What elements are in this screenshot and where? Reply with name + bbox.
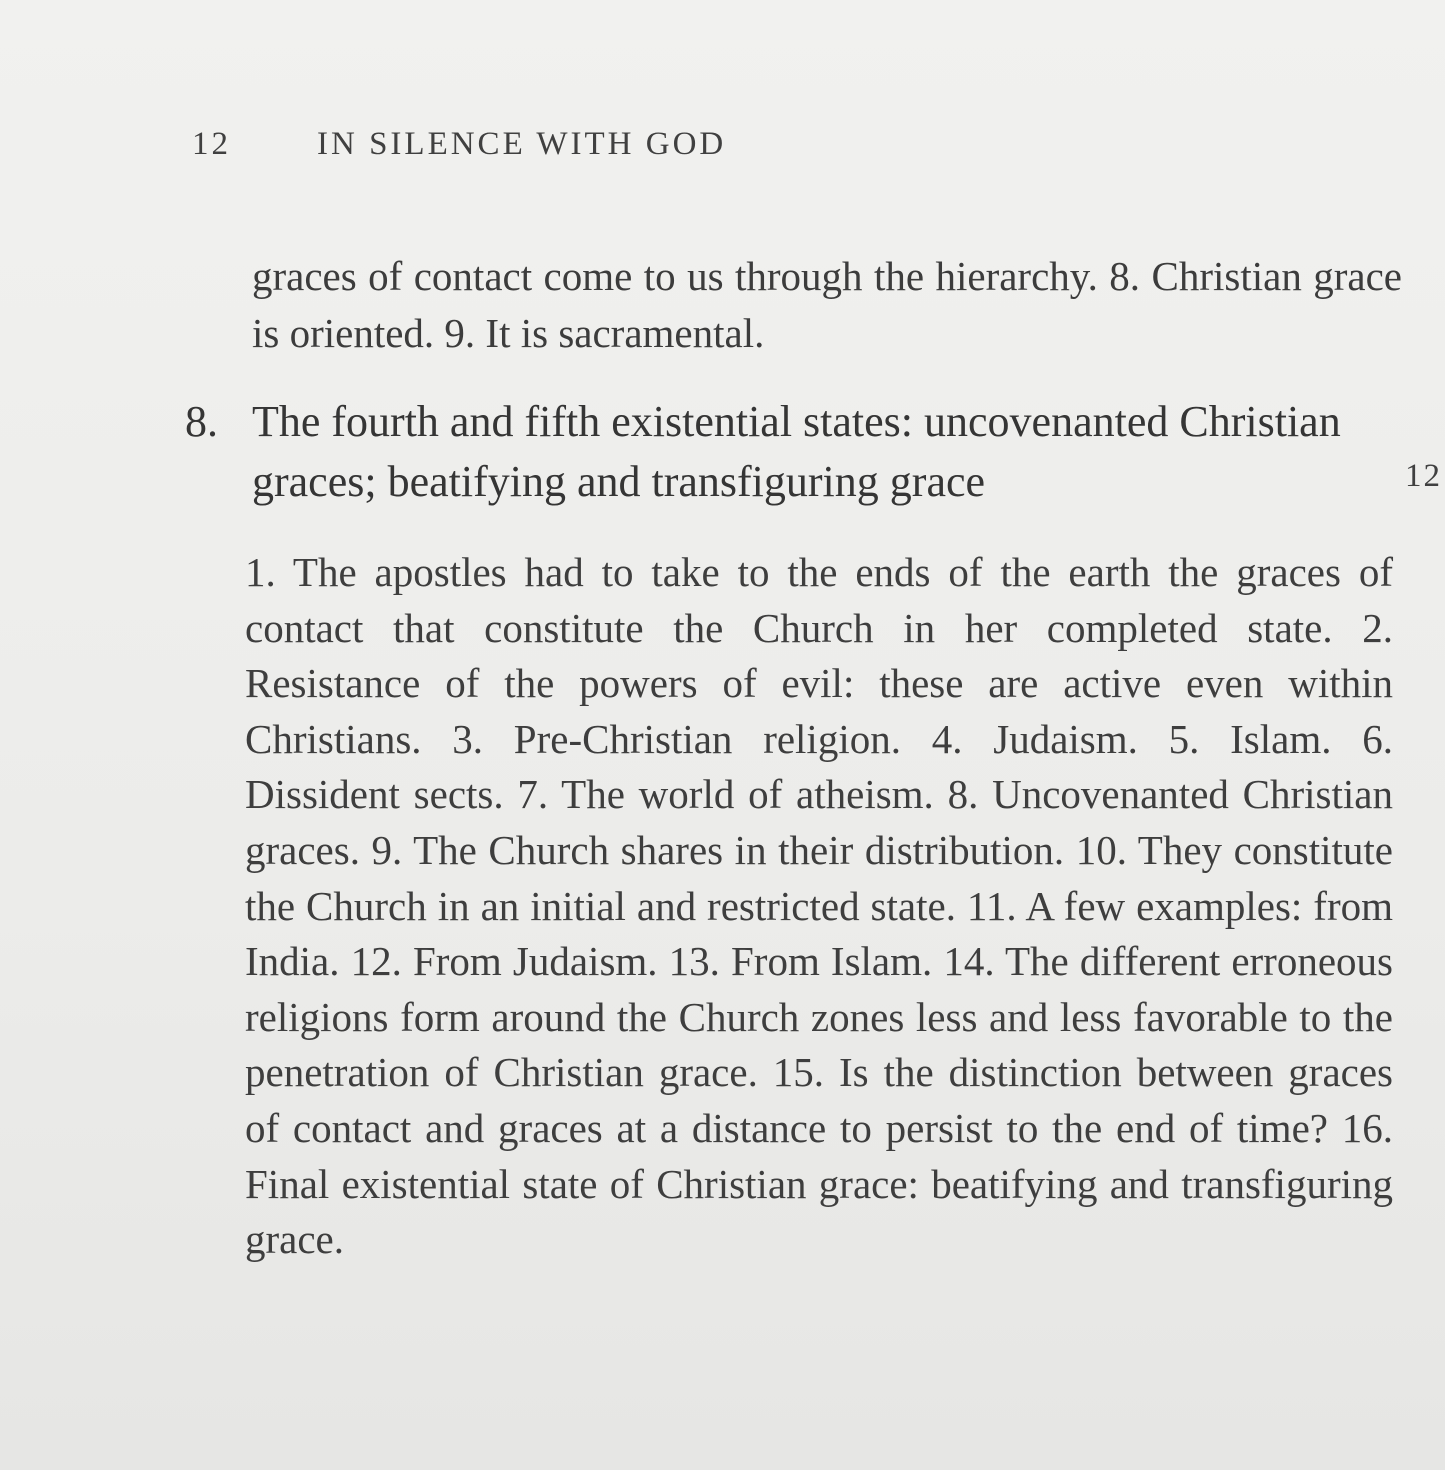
chapter-number: 8. (185, 397, 218, 446)
running-head (192, 126, 992, 176)
chapter-page-number: 12 (1405, 458, 1442, 494)
page-number: 12 (192, 126, 231, 162)
chapter-title: The fourth and fifth existential states: uncovenanted Christian graces; beatifying and transfiguring grace (252, 397, 1341, 506)
chapter-entry (185, 392, 1445, 522)
previous-chapter-summary-continuation: graces of contact come to us through the hierarchy. 8. Christian grace is oriented. 9. It is sacramental. (252, 253, 1402, 356)
running-title: IN SILENCE WITH GOD (317, 126, 727, 162)
chapter-summary: 1. The apostles had to take to the ends of the earth the graces of contact that constitute the Church in her completed state. 2. Resistance of the powers of evil: these are active even within Christians. 3. Pre-Christian religion. 4. Judaism. 5. Islam. 6. Dissident sects. 7. The world of atheism. 8. Uncovenanted Christian graces. 9. The Church shares in their distribution. 10. They constitute the Church in an initial and restricted state. 11. A few examples: from India. 12. From Judaism. 13. From Islam. 14. The different erroneous religions form around the Church zones less and less favorable to the penetration of Christian grace. 15. Is the distinction between graces of contact and graces at a distance to persist to the end of time? 16. Final existential state of Christian grace: beatifying and transfiguring grace. (245, 549, 1393, 1263)
